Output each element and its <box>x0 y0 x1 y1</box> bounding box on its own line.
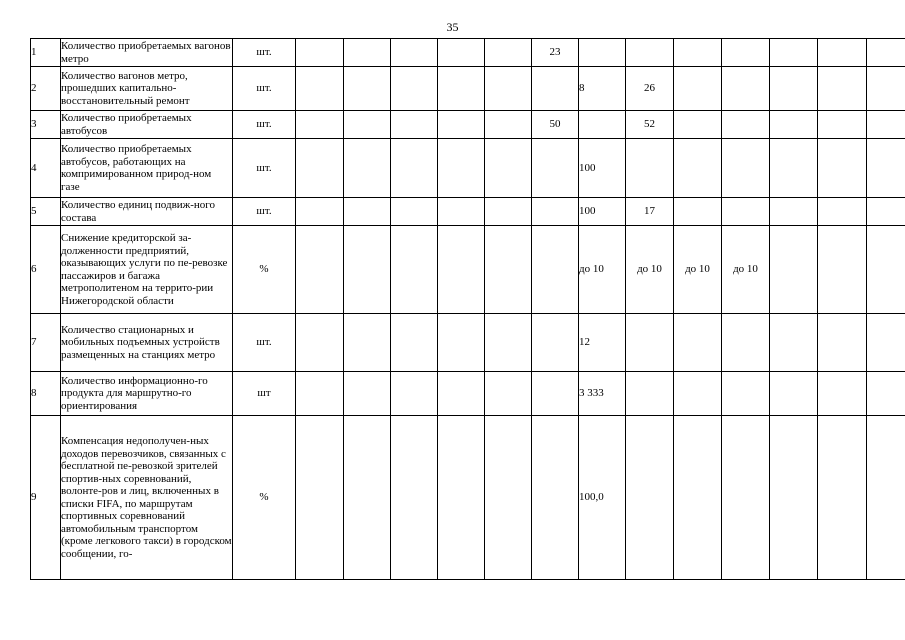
value-cell <box>626 39 674 67</box>
value-cell <box>296 226 344 314</box>
table-row <box>31 39 905 67</box>
value-cell <box>344 198 391 226</box>
value-cell <box>344 67 391 111</box>
table-row <box>31 198 905 226</box>
value-cell <box>626 139 674 198</box>
value-cell <box>626 372 674 416</box>
value-cell <box>344 314 391 372</box>
value-cell <box>867 314 905 372</box>
value-cell <box>674 139 722 198</box>
value-cell <box>770 416 818 580</box>
value-cell <box>296 198 344 226</box>
value-cell <box>344 111 391 139</box>
table-row <box>31 226 905 314</box>
value-cell <box>867 416 905 580</box>
value-cell <box>391 111 438 139</box>
value-cell: до 10 <box>722 226 770 314</box>
table-body <box>31 39 905 580</box>
value-cell: 26 <box>626 67 674 111</box>
value-cell <box>818 139 867 198</box>
value-cell <box>391 39 438 67</box>
value-cell <box>626 314 674 372</box>
value-cell <box>296 314 344 372</box>
value-cell <box>722 416 770 580</box>
value-cell <box>722 198 770 226</box>
value-cell <box>722 372 770 416</box>
page-number: 35 <box>446 20 459 34</box>
value-cell <box>867 372 905 416</box>
indicator-name: Количество приобретаемых автобусов, работающих на компримированном природ-ном газе <box>61 139 233 198</box>
row-number: 6 <box>31 226 61 314</box>
value-cell <box>532 226 579 314</box>
value-cell <box>818 111 867 139</box>
row-number: 9 <box>31 416 61 580</box>
value-cell <box>485 416 532 580</box>
value-cell <box>296 67 344 111</box>
value-cell <box>438 198 485 226</box>
value-cell <box>674 314 722 372</box>
value-cell: 17 <box>626 198 674 226</box>
indicator-name: Количество приобретаемых автобусов <box>61 111 233 139</box>
value-cell <box>770 372 818 416</box>
value-cell <box>296 416 344 580</box>
value-cell <box>818 198 867 226</box>
value-cell <box>438 111 485 139</box>
value-cell <box>485 372 532 416</box>
value-cell <box>391 226 438 314</box>
indicator-name: Снижение кредиторской за-долженности предприятий, оказывающих услуги по пе-ревозке пассажиров и багажа метрополитеном на террито-рии Нижегородской области <box>61 226 233 314</box>
unit-cell: шт. <box>233 198 296 226</box>
value-cell <box>391 314 438 372</box>
value-cell <box>391 139 438 198</box>
value-cell: 12 <box>579 314 626 372</box>
value-cell <box>532 416 579 580</box>
indicators-table <box>30 38 905 580</box>
table-row <box>31 314 905 372</box>
value-cell <box>867 139 905 198</box>
value-cell <box>391 67 438 111</box>
value-cell <box>722 314 770 372</box>
value-cell <box>818 39 867 67</box>
value-cell <box>770 67 818 111</box>
value-cell <box>818 314 867 372</box>
value-cell <box>674 67 722 111</box>
table-row <box>31 111 905 139</box>
value-cell <box>438 416 485 580</box>
value-cell <box>818 416 867 580</box>
value-cell <box>867 39 905 67</box>
row-number: 1 <box>31 39 61 67</box>
value-cell <box>818 226 867 314</box>
unit-cell: шт. <box>233 139 296 198</box>
value-cell <box>532 314 579 372</box>
value-cell <box>485 198 532 226</box>
value-cell: 100,0 <box>579 416 626 580</box>
value-cell <box>485 111 532 139</box>
value-cell <box>818 372 867 416</box>
row-number: 7 <box>31 314 61 372</box>
value-cell <box>532 67 579 111</box>
value-cell: до 10 <box>674 226 722 314</box>
value-cell: 23 <box>532 39 579 67</box>
value-cell <box>344 139 391 198</box>
indicator-name: Количество информационно-го продукта для маршрутно-го ориентирования <box>61 372 233 416</box>
indicator-name: Количество стационарных и мобильных подъемных устройств размещенных на станциях метро <box>61 314 233 372</box>
value-cell <box>344 416 391 580</box>
value-cell <box>770 111 818 139</box>
unit-cell: шт. <box>233 39 296 67</box>
value-cell: 100 <box>579 198 626 226</box>
unit-cell: шт <box>233 372 296 416</box>
value-cell <box>532 139 579 198</box>
value-cell <box>722 67 770 111</box>
value-cell <box>532 198 579 226</box>
row-number: 3 <box>31 111 61 139</box>
value-cell <box>867 226 905 314</box>
value-cell <box>485 39 532 67</box>
value-cell <box>579 39 626 67</box>
value-cell <box>438 139 485 198</box>
value-cell: 8 <box>579 67 626 111</box>
table-row <box>31 67 905 111</box>
value-cell <box>438 314 485 372</box>
value-cell <box>438 39 485 67</box>
unit-cell: % <box>233 416 296 580</box>
value-cell <box>485 139 532 198</box>
value-cell <box>674 39 722 67</box>
indicator-name: Количество единиц подвиж-ного состава <box>61 198 233 226</box>
value-cell <box>344 372 391 416</box>
value-cell <box>296 139 344 198</box>
value-cell <box>770 314 818 372</box>
table-row <box>31 139 905 198</box>
value-cell <box>867 67 905 111</box>
value-cell: 50 <box>532 111 579 139</box>
value-cell: 100 <box>579 139 626 198</box>
value-cell <box>485 226 532 314</box>
unit-cell: шт. <box>233 314 296 372</box>
value-cell <box>391 198 438 226</box>
value-cell: до 10 <box>626 226 674 314</box>
unit-cell: % <box>233 226 296 314</box>
value-cell <box>438 226 485 314</box>
value-cell <box>674 416 722 580</box>
value-cell <box>296 39 344 67</box>
value-cell <box>296 372 344 416</box>
value-cell <box>722 139 770 198</box>
value-cell <box>296 111 344 139</box>
value-cell <box>770 39 818 67</box>
value-cell <box>579 111 626 139</box>
value-cell <box>391 416 438 580</box>
indicator-name: Количество вагонов метро, прошедших капитально-восстановительный ремонт <box>61 67 233 111</box>
value-cell <box>770 226 818 314</box>
value-cell <box>438 67 485 111</box>
value-cell <box>674 111 722 139</box>
value-cell <box>770 198 818 226</box>
value-cell <box>485 67 532 111</box>
unit-cell: шт. <box>233 67 296 111</box>
value-cell <box>867 111 905 139</box>
value-cell <box>770 139 818 198</box>
row-number: 8 <box>31 372 61 416</box>
value-cell: до 10 <box>579 226 626 314</box>
value-cell <box>344 226 391 314</box>
value-cell <box>818 67 867 111</box>
value-cell <box>344 39 391 67</box>
table-row <box>31 416 905 580</box>
value-cell <box>722 111 770 139</box>
row-number: 2 <box>31 67 61 111</box>
value-cell <box>532 372 579 416</box>
value-cell: 52 <box>626 111 674 139</box>
row-number: 4 <box>31 139 61 198</box>
indicator-name: Количество приобретаемых вагонов метро <box>61 40 231 65</box>
value-cell <box>674 198 722 226</box>
indicator-name: Компенсация недополучен-ных доходов перевозчиков, связанных с бесплатной пе-ревозкой зрителей спортив-ных соревнований, волонте-ров и лиц, включенных в списки FIFA, по маршрутам спортивных соревнований автомобильным транспортом (кроме легкового такси) в городском сообщении, го- <box>61 416 233 580</box>
value-cell: 3 333 <box>579 372 626 416</box>
value-cell <box>485 314 532 372</box>
row-number: 5 <box>31 198 61 226</box>
value-cell <box>674 372 722 416</box>
value-cell <box>722 39 770 67</box>
value-cell <box>867 198 905 226</box>
unit-cell: шт. <box>233 111 296 139</box>
value-cell <box>391 372 438 416</box>
table-row <box>31 372 905 416</box>
value-cell <box>626 416 674 580</box>
value-cell <box>438 372 485 416</box>
